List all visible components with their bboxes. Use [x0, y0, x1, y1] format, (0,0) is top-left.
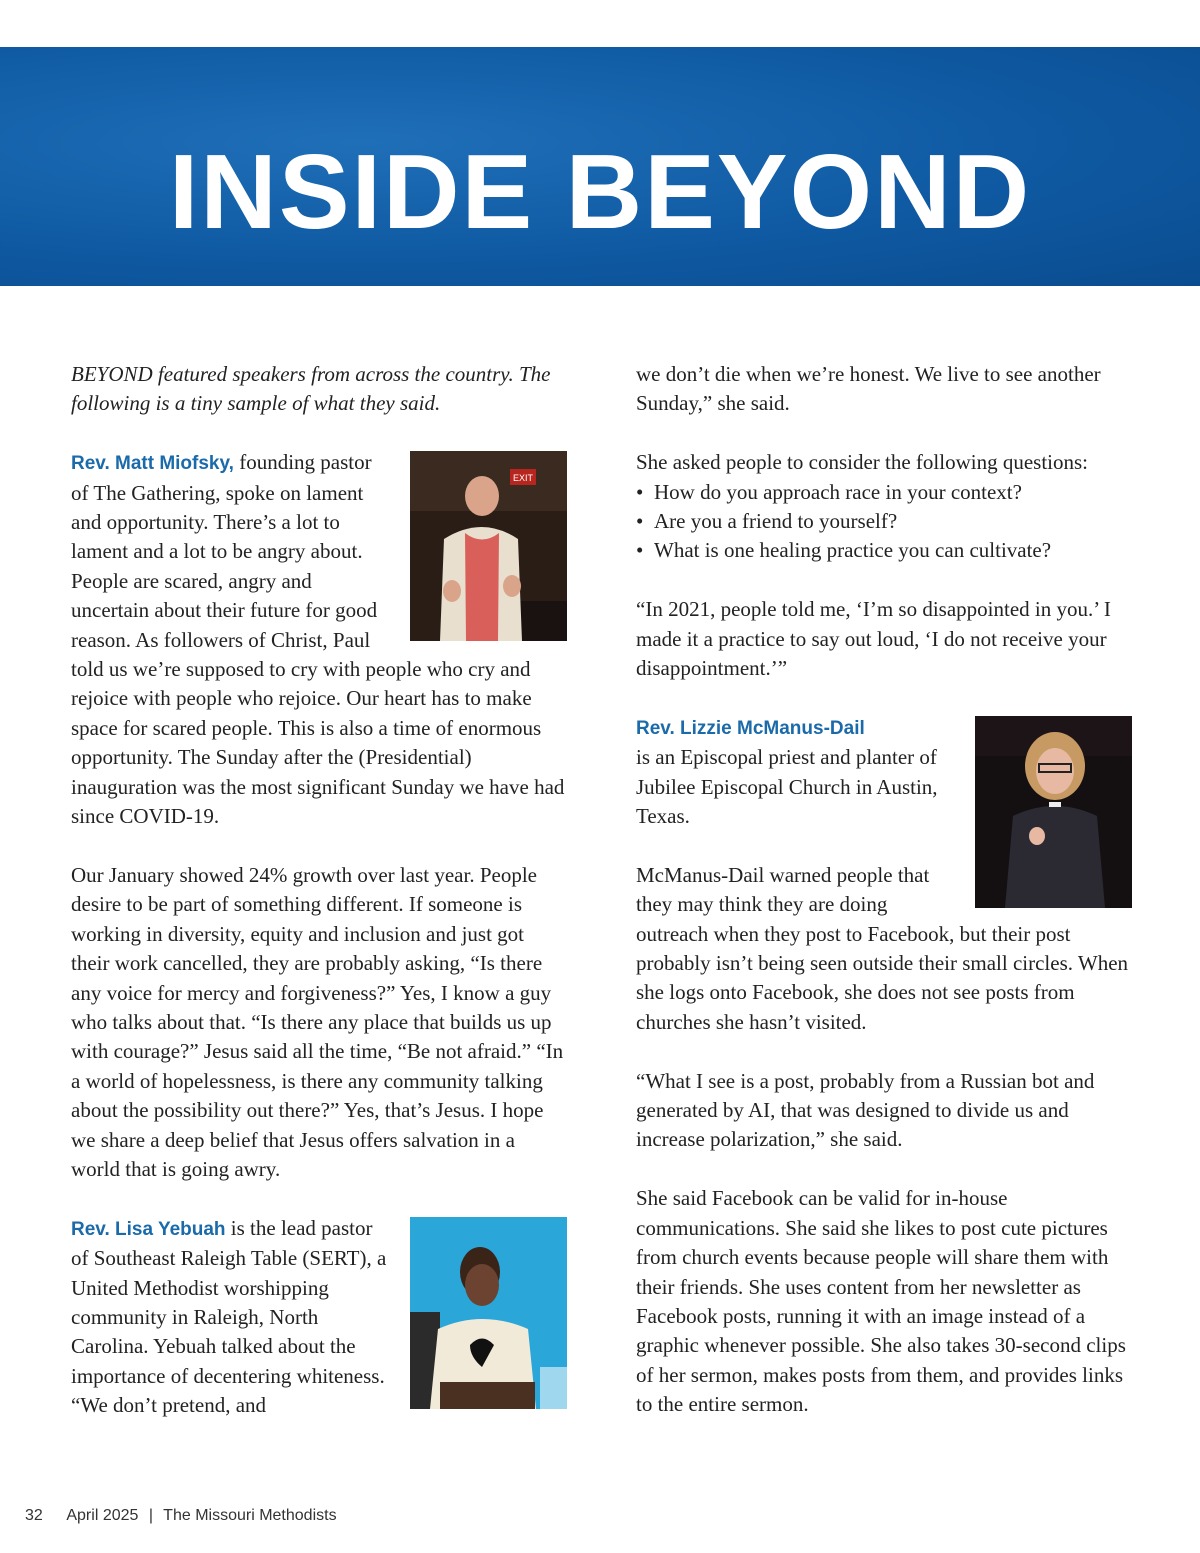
page-number: 32: [25, 1507, 43, 1524]
mcmanus-paragraph-2: McManus-Dail warned people that they may think they are doing outreach when they post to Facebook, but their post probably isn’t being seen outside their small circles. When she logs onto Facebook, she does not see posts from churches she hasn’t visited.: [636, 862, 1129, 1034]
mcmanus-paragraph-1: Rev. Lizzie McManus-Dail is an Episcopal priest and planter of Jubilee Episcopal Church in Austin, Texas.: [636, 717, 938, 829]
yebuah-quote: “In 2021, people told me, ‘I’m so disappointed in you.’ I made it a practice to say out loud, ‘I do not receive your disappointment.’”: [636, 597, 1111, 681]
miofsky-photo: [410, 451, 567, 641]
list-item: • How do you approach race in your context?: [636, 478, 1132, 507]
page-title: INSIDE BEYOND: [168, 133, 1032, 251]
list-item: • Are you a friend to yourself?: [636, 507, 1132, 536]
exit-sign-text: EXIT: [512, 473, 534, 484]
page-footer: [25, 1507, 337, 1525]
title-banner: [0, 47, 1200, 286]
questions-intro: She asked people to consider the following questions:: [636, 450, 1089, 475]
questions-list: [636, 478, 1132, 566]
yebuah-continued: we don’t die when we’re honest. We live to see another Sunday,” she said.: [636, 362, 1101, 416]
list-item: • What is one healing practice you can cultivate?: [636, 536, 1132, 565]
yebuah-paragraph-1: Rev. Lisa Yebuah is the lead pastor of Southeast Raleigh Table (SERT), a United Methodist worshipping community in Raleigh, North Carolina. Yebuah talked about the importance of decentering whiteness. “We don’t pretend, and: [71, 1215, 387, 1418]
miofsky-name: Rev. Matt Miofsky,: [71, 453, 234, 475]
right-column: [636, 360, 1132, 1420]
mcmanus-name: Rev. Lizzie McManus-Dail: [636, 717, 865, 739]
intro-text: BEYOND featured speakers from across the country. The following is a tiny sample of what they said.: [71, 362, 551, 416]
mcmanus-photo: [975, 716, 1132, 908]
miofsky-paragraph-1: Rev. Matt Miofsky, founding pastor of The Gathering, spoke on lament and opportunity. There’s a lot to lament and a lot to be angry about. People are scared, angry and uncertain about their future for good reason. As followers of Christ, Paul told us we’re supposed to cry with people who cry and rejoice with people who rejoice. Our heart has to make space for scared people. This is also a time of enormous opportunity. The Sunday after the (Presidential) inauguration was the most significant Sunday we have had since COVID-19.: [71, 450, 565, 829]
mcmanus-paragraph-3: “What I see is a post, probably from a Russian bot and generated by AI, that was designed to divide us and increase polarization,” she said.: [636, 1068, 1095, 1152]
yebuah-name: Rev. Lisa Yebuah: [71, 1218, 226, 1240]
left-column: [71, 360, 567, 1421]
issue-date: April 2025: [66, 1507, 139, 1524]
miofsky-paragraph-2: Our January showed 24% growth over last year. People desire to be part of something different. If someone is working in diversity, equity and inclusion and just got their work cancelled, they are probably asking, “Is there any voice for mercy and forgiveness?” Yes, I know a guy who talks about that. “Is there any place that builds us up with courage?” Jesus said all the time, “Be not afraid.” “In a world of hopelessness, is there any community talking about the possibility out there?” Yes, that’s Jesus. I hope we share a deep belief that Jesus offers salvation in a world that is going awry.: [71, 862, 564, 1181]
yebuah-photo: [410, 1217, 567, 1409]
mcmanus-paragraph-4: She said Facebook can be valid for in-house communications. She said she likes to post cute pictures from church events because people will share them with their friends. She uses content from her newsletter as Facebook posts, running it with an image instead of a graphic whenever possible. She also takes 30-second clips of her sermon, makes posts from them, and provides links to the entire sermon.: [636, 1186, 1126, 1417]
publication-name: The Missouri Methodists: [163, 1507, 337, 1524]
footer-separator: |: [148, 1507, 154, 1524]
